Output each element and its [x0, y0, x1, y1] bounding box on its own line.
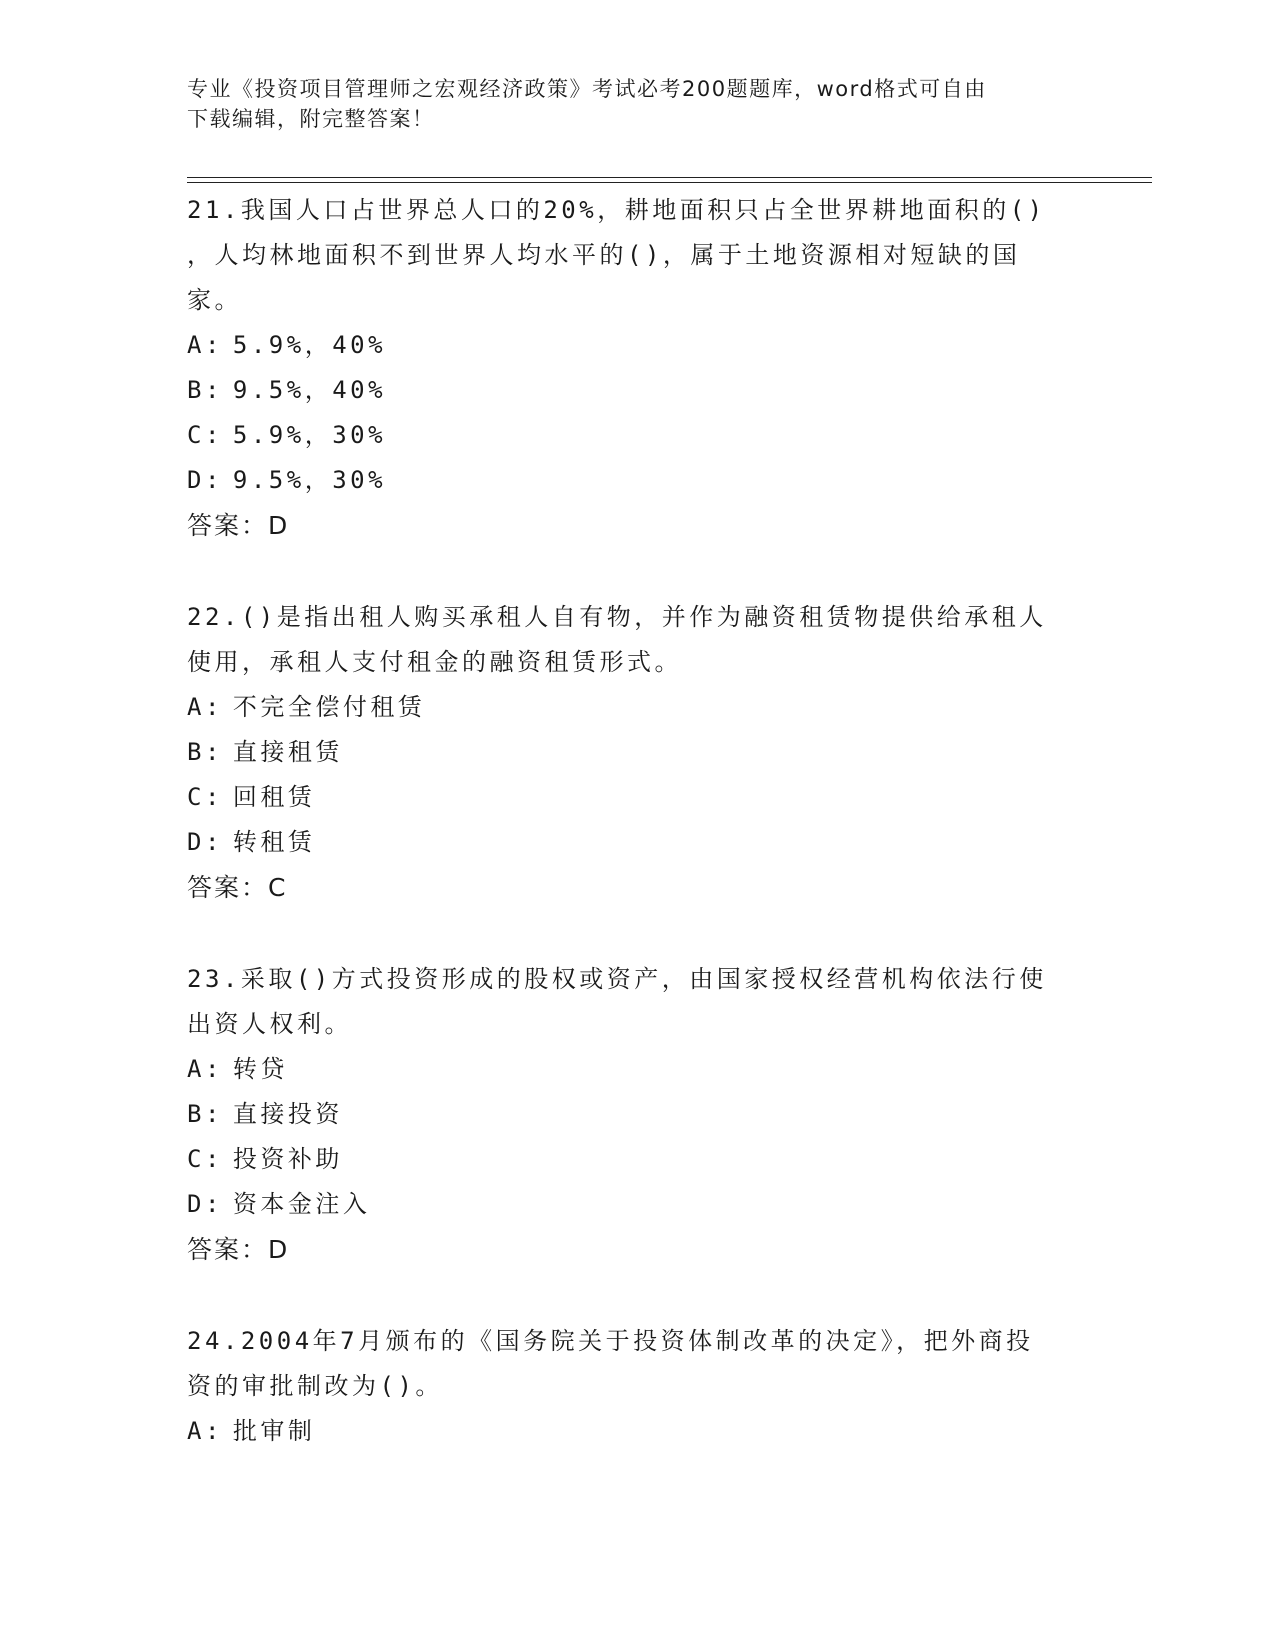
header-rule-bottom: [187, 182, 1152, 183]
question-text-line: ，人均林地面积不到世界人均水平的()，属于土地资源相对短缺的国: [187, 241, 1021, 269]
question-21: [187, 188, 1087, 548]
question-text-line: 资的审批制改为()。: [187, 1372, 443, 1400]
question-spacer: [187, 548, 1087, 595]
option-d: D: 资本金注入: [187, 1190, 371, 1218]
option-c: C: 投资补助: [187, 1145, 343, 1173]
answer-line: 答案：C: [187, 873, 288, 902]
option-b: B: 直接租赁: [187, 738, 343, 766]
question-spacer: [187, 1272, 1087, 1319]
question-text-line: 22.()是指出租人购买承租人自有物，并作为融资租赁物提供给承租人: [187, 603, 1047, 631]
document-header: [187, 74, 1067, 134]
option-d: D: 转租赁: [187, 828, 316, 856]
option-b: B: 9.5%，40%: [187, 376, 387, 404]
question-text-line: 21.我国人口占世界总人口的20%，耕地面积只占全世界耕地面积的(): [187, 196, 1046, 224]
option-a: A: 转贷: [187, 1055, 288, 1083]
question-text-line: 家。: [187, 286, 242, 314]
option-c: C: 5.9%，30%: [187, 421, 387, 449]
question-24: [187, 1319, 1087, 1454]
question-text-line: 出资人权利。: [187, 1010, 352, 1038]
question-22: [187, 595, 1087, 910]
question-text-line: 24.2004年7月颁布的《国务院关于投资体制改革的决定》，把外商投: [187, 1327, 1034, 1355]
question-text-line: 23.采取()方式投资形成的股权或资产，由国家授权经营机构依法行使: [187, 965, 1047, 993]
answer-line: 答案：D: [187, 511, 290, 540]
header-line-2: 下载编辑，附完整答案！: [187, 107, 435, 131]
option-c: C: 回租赁: [187, 783, 316, 811]
question-text-line: 使用，承租人支付租金的融资租赁形式。: [187, 648, 682, 676]
header-line-1: 专业《投资项目管理师之宏观经济政策》考试必考200题题库，word格式可自由: [187, 77, 987, 101]
header-rule-top: [187, 177, 1152, 178]
question-23: [187, 957, 1087, 1272]
option-a: A: 不完全偿付租赁: [187, 693, 426, 721]
answer-line: 答案：D: [187, 1235, 290, 1264]
option-a: A: 批审制: [187, 1417, 316, 1445]
option-b: B: 直接投资: [187, 1100, 343, 1128]
question-text: [187, 188, 1087, 323]
option-d: D: 9.5%，30%: [187, 466, 387, 494]
question-text: [187, 957, 1087, 1047]
question-text: [187, 1319, 1087, 1409]
question-text: [187, 595, 1087, 685]
question-spacer: [187, 910, 1087, 957]
option-a: A: 5.9%，40%: [187, 331, 387, 359]
question-list: [187, 188, 1087, 1454]
